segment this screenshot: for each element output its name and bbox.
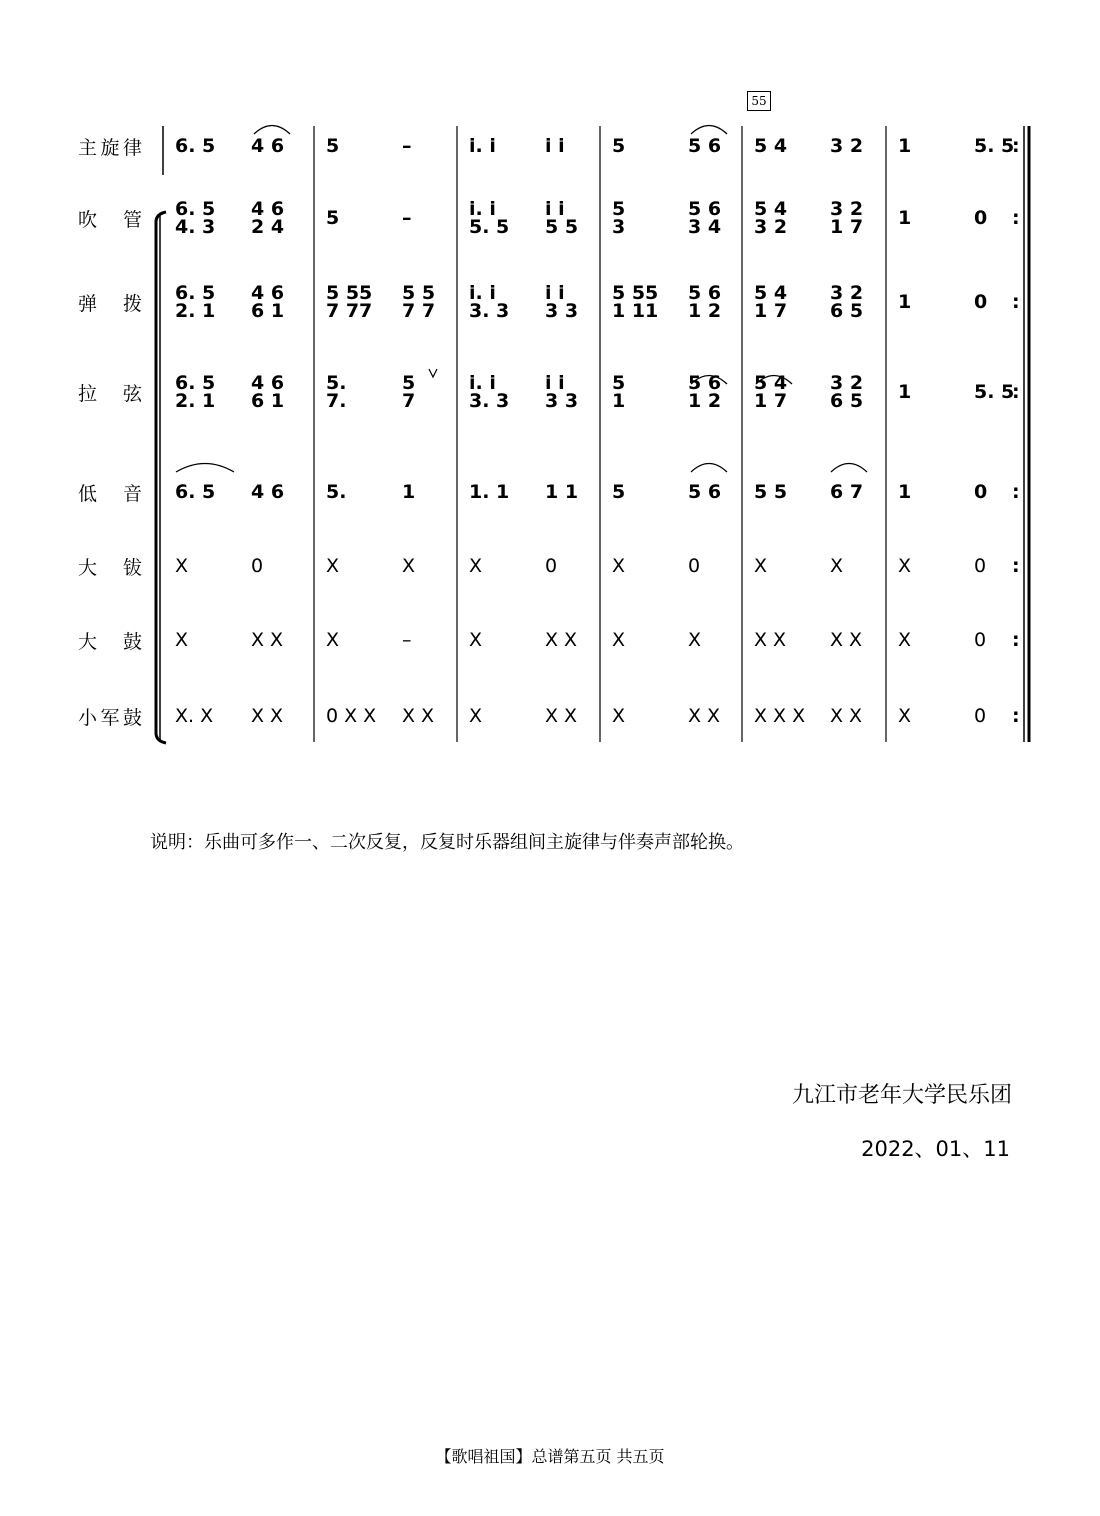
- note-group: 0 X X: [326, 705, 377, 727]
- note-group: X: [326, 629, 340, 651]
- note-group: X X: [545, 705, 578, 727]
- repeat-sign: :: [1012, 705, 1020, 727]
- part-label: 弹拨: [78, 293, 142, 315]
- page-footer: 【歌唱祖国】总谱第五页 共五页: [435, 1447, 665, 1466]
- note-group: –: [402, 629, 412, 651]
- note-group: 5 4 1 7: [754, 282, 788, 322]
- note-group: 1: [402, 481, 416, 503]
- note-group: 4 6 6 1: [251, 282, 285, 322]
- note-group: X: [175, 555, 189, 577]
- note-group: 5 55 1 11: [612, 282, 659, 322]
- note-group: i i 3 3: [545, 282, 579, 322]
- note-group: 5 4 1 7: [754, 372, 788, 412]
- note-group: 3 2 1 7: [830, 198, 864, 238]
- note-group: X X: [830, 705, 863, 727]
- note-group: 5 6 1 2: [688, 372, 722, 412]
- note-group: X: [612, 629, 626, 651]
- repeat-sign: :: [1012, 207, 1020, 229]
- note-group: 5: [612, 135, 626, 157]
- note-group: X X: [688, 705, 721, 727]
- note-group: 4 6 2 4: [251, 198, 285, 238]
- note-group: 0: [251, 555, 264, 577]
- note-group: 5. 5: [974, 135, 1015, 157]
- note-group: X: [175, 629, 189, 651]
- note-group: X X: [402, 705, 435, 727]
- note-group: X: [469, 629, 483, 651]
- note-group: 5 1: [612, 372, 626, 412]
- note-group: X X X: [754, 705, 806, 727]
- note-group: 5: [326, 135, 340, 157]
- note-group: 3 2 6 5: [830, 372, 864, 412]
- note-group: 5 55 7 77: [326, 282, 373, 322]
- note-group: 5. 5: [974, 381, 1015, 403]
- note-group: 1 1: [545, 481, 579, 503]
- repeat-sign: :: [1012, 481, 1020, 503]
- note-group: X. X: [175, 705, 214, 727]
- note-group: 6. 5 2. 1: [175, 372, 216, 412]
- organization-name: 九江市老年大学民乐团: [791, 1083, 1012, 1108]
- note-group: –: [402, 135, 412, 157]
- note-group: i i: [545, 135, 565, 157]
- note-group: 5 6 3 4: [688, 198, 722, 238]
- note-group: 6. 5: [175, 135, 216, 157]
- rehearsal-mark: 55: [747, 91, 771, 111]
- note-group: X: [898, 705, 912, 727]
- note-group: 5 7: [402, 372, 416, 412]
- part-label: 低音: [78, 483, 142, 505]
- note-group: 3 2: [830, 135, 864, 157]
- repeat-sign: :: [1012, 381, 1020, 403]
- note-group: X: [612, 705, 626, 727]
- note-group: X: [402, 555, 416, 577]
- note-group: X: [612, 555, 626, 577]
- note-group: i. i 3. 3: [469, 372, 510, 412]
- note-group: 0: [974, 629, 987, 651]
- part-label: 大钹: [78, 557, 142, 579]
- note-group: i i 3 3: [545, 372, 579, 412]
- note-group: 5 5 7 7: [402, 282, 436, 322]
- repeat-sign: :: [1012, 291, 1020, 313]
- note-group: 1: [898, 481, 912, 503]
- note-group: 0: [974, 291, 988, 313]
- note-group: 5 4: [754, 135, 788, 157]
- note-group: 5 3: [612, 198, 626, 238]
- note-group: 5 5: [754, 481, 788, 503]
- note-group: 4 6 6 1: [251, 372, 285, 412]
- note-group: i. i 3. 3: [469, 282, 510, 322]
- note-group: 0: [545, 555, 558, 577]
- part-label: 大鼓: [78, 631, 142, 653]
- note-group: 1. 1: [469, 481, 510, 503]
- note-group: 6. 5: [175, 481, 216, 503]
- note-group: i. i: [469, 135, 496, 157]
- note-group: X X: [545, 629, 578, 651]
- note-group: 5: [612, 481, 626, 503]
- note-group: X: [688, 629, 702, 651]
- note-group: 5 6 1 2: [688, 282, 722, 322]
- repeat-sign: :: [1012, 135, 1020, 157]
- note-group: 5: [326, 207, 340, 229]
- note-group: 5 6: [688, 135, 722, 157]
- note-group: 0: [974, 555, 987, 577]
- note-group: 1: [898, 135, 912, 157]
- note-group: 4 6: [251, 135, 285, 157]
- note-group: 1: [898, 207, 912, 229]
- note-group: 0: [688, 555, 701, 577]
- note-group: X X: [830, 629, 863, 651]
- note-group: 5 6: [688, 481, 722, 503]
- part-label: 拉弦: [78, 383, 142, 405]
- note-group: 0: [974, 481, 988, 503]
- repeat-sign: :: [1012, 629, 1020, 651]
- note-group: X: [469, 705, 483, 727]
- score-date: 2022、01、11: [861, 1137, 1010, 1161]
- note-group: X: [469, 555, 483, 577]
- part-label: 小军鼓: [78, 707, 142, 729]
- note-group: X: [754, 555, 768, 577]
- part-label: 吹管: [78, 209, 142, 231]
- note-group: –: [402, 207, 412, 229]
- note-group: 5 4 3 2: [754, 198, 788, 238]
- note-group: 3 2 6 5: [830, 282, 864, 322]
- note-group: 4 6: [251, 481, 285, 503]
- note-group: 6. 5 2. 1: [175, 282, 216, 322]
- note-group: 6. 5 4. 3: [175, 198, 216, 238]
- note-group: 5. 7.: [326, 372, 347, 412]
- note-group: X: [898, 629, 912, 651]
- note-group: 0: [974, 207, 988, 229]
- note-group: 1: [898, 291, 912, 313]
- note-group: 0: [974, 705, 987, 727]
- note-group: X X: [754, 629, 787, 651]
- repeat-sign: :: [1012, 555, 1020, 577]
- note-group: 1: [898, 381, 912, 403]
- note-group: i. i 5. 5: [469, 198, 510, 238]
- performance-note: 说明：乐曲可多作一、二次反复，反复时乐器组间主旋律与伴奏声部轮换。: [150, 832, 744, 853]
- note-group: 6 7: [830, 481, 864, 503]
- note-group: 5.: [326, 481, 347, 503]
- note-group: X X: [251, 705, 284, 727]
- note-group: X: [830, 555, 844, 577]
- note-group: X X: [251, 629, 284, 651]
- note-group: X: [326, 555, 340, 577]
- note-group: X: [898, 555, 912, 577]
- note-group: i i 5 5: [545, 198, 579, 238]
- part-label: 主旋律: [78, 137, 142, 159]
